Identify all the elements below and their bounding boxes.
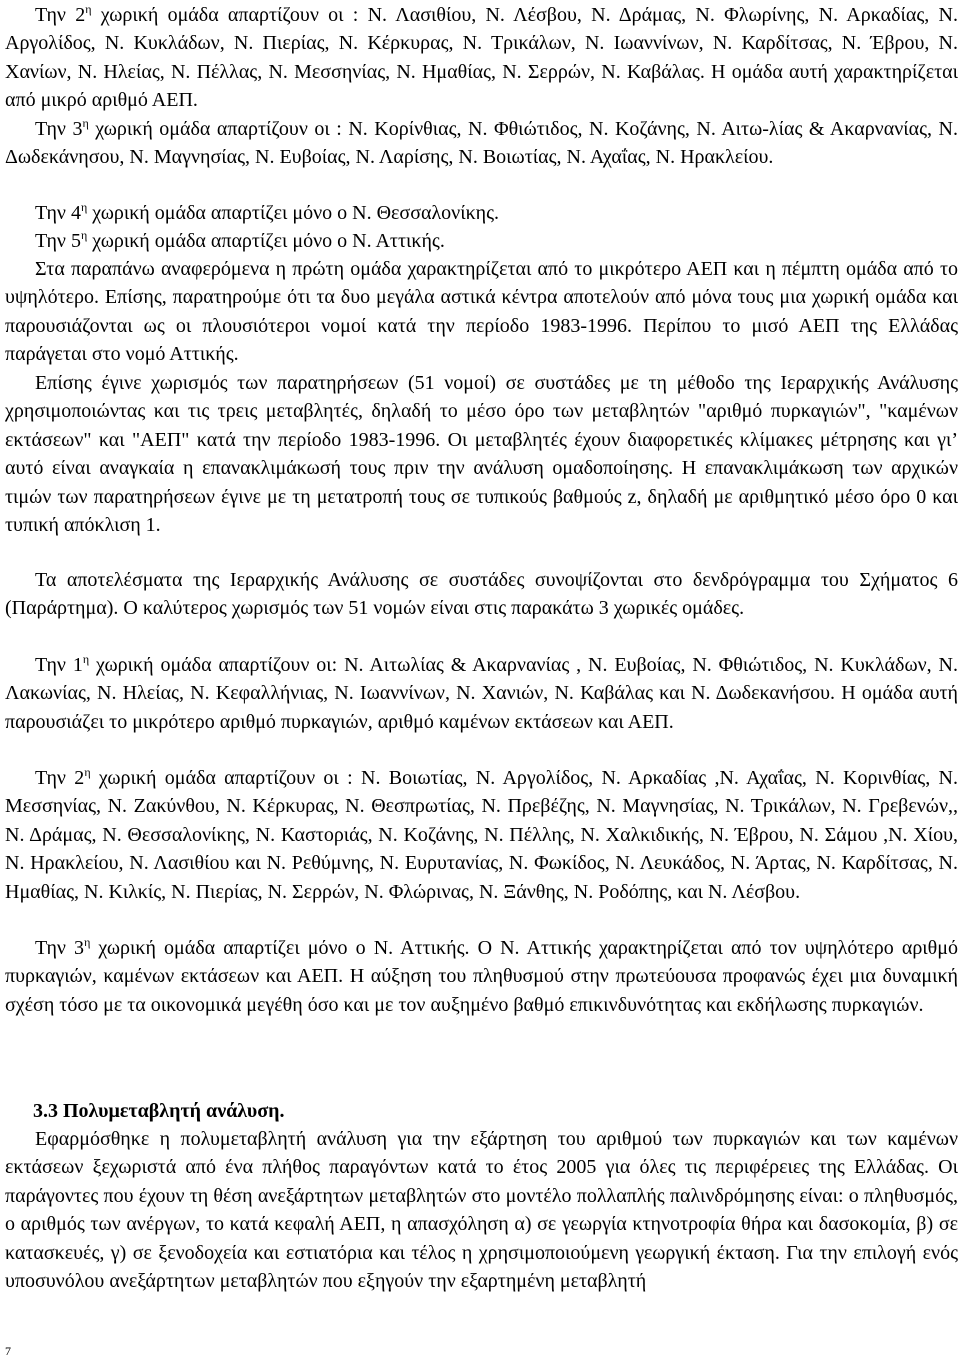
group-4-label: Την 4 — [35, 202, 81, 224]
clustering-method-paragraph: Επίσης έγινε χωρισμός των παρατηρήσεων (51 νομοί) σε συστάδες με τη μέθοδο της Ιεραρχικής Ανάλυσης χρησιμοποιώντας και τις τρεις μεταβλητές, δηλαδή το μέσο όρο των μεταβλητών "αριθμό πυρκαγιών", "καμένων εκτάσεων" και "ΑΕΠ" κατά την περίοδο 1983-1996. Οι μεταβλητές έχουν διαφορετικές κλίμακες μέτρησης και γι’ αυτό είναι αναγκαία η επανακλιμάκωσή τους πριν την ανάλυση ομαδοποίησης. Η επανακλιμάκωση των αρχικών τιμών των παρατηρήσεων έγινε με τη μετατροπή τους σε τυπικούς βαθμούς z, δηλαδή με αριθμητικό μέσο όρο 0 και τυπική απόκλιση 1. — [5, 372, 958, 537]
group-5-text: χωρική ομάδα απαρτίζει μόνο ο Ν. Αττικής. — [87, 230, 445, 252]
group-3-paragraph — [5, 115, 958, 172]
group-3-label: Την 3 — [35, 118, 83, 140]
cluster-2-text: χωρική ομάδα απαρτίζουν οι : Ν. Βοιωτίας, Ν. Αργολίδος, Ν. Αρκαδίας ,Ν. Αχαΐας, Ν. Κορινθίας, Ν. Μεσσηνίας, Ν. Ζακύνθου, Ν. Κέρκυρας, Ν. Θεσπρωτίας, Ν. Πρεβέζης, Ν. Μαγνησίας, Ν. Τρικάλων, Ν. Γρεβενών,, Ν. Δράμας, Ν. Θεσσαλονίκης, Ν. Καστοριάς, Ν. Κοζάνης, Ν. Πέλλης, Ν. Χαλκιδικής, Ν. Έβρου, Ν. Σάμου ,Ν. Χίου, Ν. Ηρακλείου, Ν. Λασιθίου και Ν. Ρεθύμνης, Ν. Ευρυτανίας, Ν. Φωκίδος, Ν. Λευκάδος, Ν. Άρτας, Ν. Καρδίτσας, Ν. Ημαθίας, Ν. Κιλκίς, Ν. Πιερίας, Ν. Σερρών, Ν. Φλώρινας, Ν. Ξάνθης, Ν. Ροδόπης, και Ν. Λέσβου. — [5, 767, 958, 903]
ordinal-superscript: η — [85, 2, 92, 16]
cluster-2-paragraph — [5, 764, 958, 906]
ordinal-superscript: η — [82, 652, 90, 666]
summary-paragraph: Στα παραπάνω αναφερόμενα η πρώτη ομάδα χαρακτηρίζεται από το μικρότερο ΑΕΠ και η πέμπτη ομάδα από το υψηλότερο. Επίσης, παρατηρούμε ότι τα δυο μεγάλα αστικά κέντρα αποτελούν από μόνα τους μια χωρική ομάδα και παρουσιάζονται ως οι πλουσιότεροι νομοί κατά την περίοδο 1983-1996. Περίπου το μισό ΑΕΠ της Ελλάδας παράγεται στο νομό Αττικής. — [5, 258, 958, 366]
ordinal-superscript: η — [82, 116, 89, 130]
ordinal-superscript: η — [84, 765, 91, 779]
cluster-2-label: Την 2 — [35, 767, 85, 789]
group-5-label: Την 5 — [35, 230, 81, 252]
dendrogram-paragraph: Τα αποτελέσματα της Ιεραρχικής Ανάλυσης σε συστάδες συνοψίζονται στο δενδρόγραμμα του Σχήματος 6 (Παράρτημα). Ο καλύτερος χωρισμός των 51 νομών είναι στις παρακάτω 3 χωρικές ομάδες. — [5, 569, 958, 620]
group-2-label: Την 2 — [35, 4, 86, 26]
cluster-3-label: Την 3 — [35, 937, 85, 959]
group-5-paragraph — [5, 227, 958, 255]
group-2-paragraph — [5, 1, 958, 115]
group-2-text: χωρική ομάδα απαρτίζουν οι : Ν. Λασιθίου, Ν. Λέσβου, Ν. Δράμας, Ν. Φλωρίνης, Ν. Αρκαδίας, Ν. Αργολίδος, Ν. Κυκλάδων, Ν. Πιερίας, Ν. Κέρκυρας, Ν. Τρικάλων, Ν. Ιωαννίνων, Ν. Καρδίτσας, Ν. Έβρου, Ν. Χανίων, Ν. Ηλείας, Ν. Πέλλας, Ν. Μεσσηνίας, Ν. Ημαθίας, Ν. Σερρών, Ν. Καβάλας. Η ομάδα αυτή χαρακτηρίζεται από μικρό αριθμό ΑΕΠ. — [5, 4, 958, 112]
group-4-text: χωρική ομάδα απαρτίζει μόνο ο Ν. Θεσσαλονίκης. — [87, 202, 500, 224]
ordinal-superscript: η — [80, 228, 88, 242]
group-4-paragraph — [5, 199, 958, 227]
cluster-3-paragraph — [5, 934, 958, 1019]
multivariate-analysis-paragraph: Εφαρμόσθηκε η πολυμεταβλητή ανάλυση για την εξάρτηση του αριθμού των πυρκαγιών και των καμένων εκτάσεων ξεχωριστά από ένα πλήθος παραγόντων κατά το έτος 2005 για όλες τις περιφέρειες της Ελλάδας. Οι παράγοντες που έχουν τη θέση ανεξάρτητων μεταβλητών στο μοντέλο πολλαπλής παλινδρόμησης είναι: ο πληθυσμός, ο αριθμός των ανέργων, το κατά κεφαλή ΑΕΠ, η απασχόληση α) σε γεωργία κτηνοτροφία θήρα και δασοκομία, β) σε κατασκευές, γ) σε ξενοδοχεία και εστιατόρια και τέλος η χρησιμοποιούμενη γεωργική έκταση. Για την επιλογή ενός υποσυνόλου ανεξάρτητων μεταβλητών που εξηγούν την εξαρτημένη μεταβλητή — [5, 1128, 958, 1293]
group-3-text: χωρική ομάδα απαρτίζουν οι : Ν. Κορίνθιας, Ν. Φθιώτιδος, Ν. Κοζάνης, Ν. Αιτω-λίας & Ακαρνανίας, Ν. Δωδεκάνησου, Ν. Μαγνησίας, Ν. Ευβοίας, Ν. Λαρίσης, Ν. Βοιωτίας, Ν. Αχαΐας, Ν. Ηρακλείου. — [5, 118, 958, 169]
page-number: 7 — [5, 1344, 11, 1358]
cluster-3-text: χωρική ομάδα απαρτίζει μόνο ο Ν. Αττικής. Ο Ν. Αττικής χαρακτηρίζεται από τον υψηλότερο αριθμό πυρκαγιών, καμένων εκτάσεων και ΑΕΠ. Η αύξηση του πληθυσμού στην πρωτεύουσα προφανώς έχει μια δυναμική σχέση τόσο με τα οικονομικά μεγέθη όσο και με τον αυξημένο βαθμό επικινδυνότητας και εκδήλωσης πυρκαγιών. — [5, 937, 958, 1016]
ordinal-superscript: η — [80, 200, 88, 214]
section-heading: 3.3 Πολυμεταβλητή ανάλυση. — [33, 1100, 285, 1122]
cluster-1-paragraph — [5, 651, 958, 736]
cluster-1-label: Την 1 — [35, 654, 83, 676]
ordinal-superscript: η — [84, 935, 91, 949]
cluster-1-text: χωρική ομάδα απαρτίζουν οι: Ν. Αιτωλίας & Ακαρνανίας , Ν. Ευβοίας, Ν. Φθιώτιδος, Ν. Κυκλάδων, Ν. Λακωνίας, Ν. Ηλείας, Ν. Κεφαλλήνιας, Ν. Ιωαννίνων, Ν. Χανιών, Ν. Καβάλας και Ν. Δωδεκανήσου. Η ομάδα αυτή παρουσιάζει το μικρότερο αριθμό πυρκαγιών, αριθμό καμένων εκτάσεων και ΑΕΠ. — [5, 654, 958, 733]
